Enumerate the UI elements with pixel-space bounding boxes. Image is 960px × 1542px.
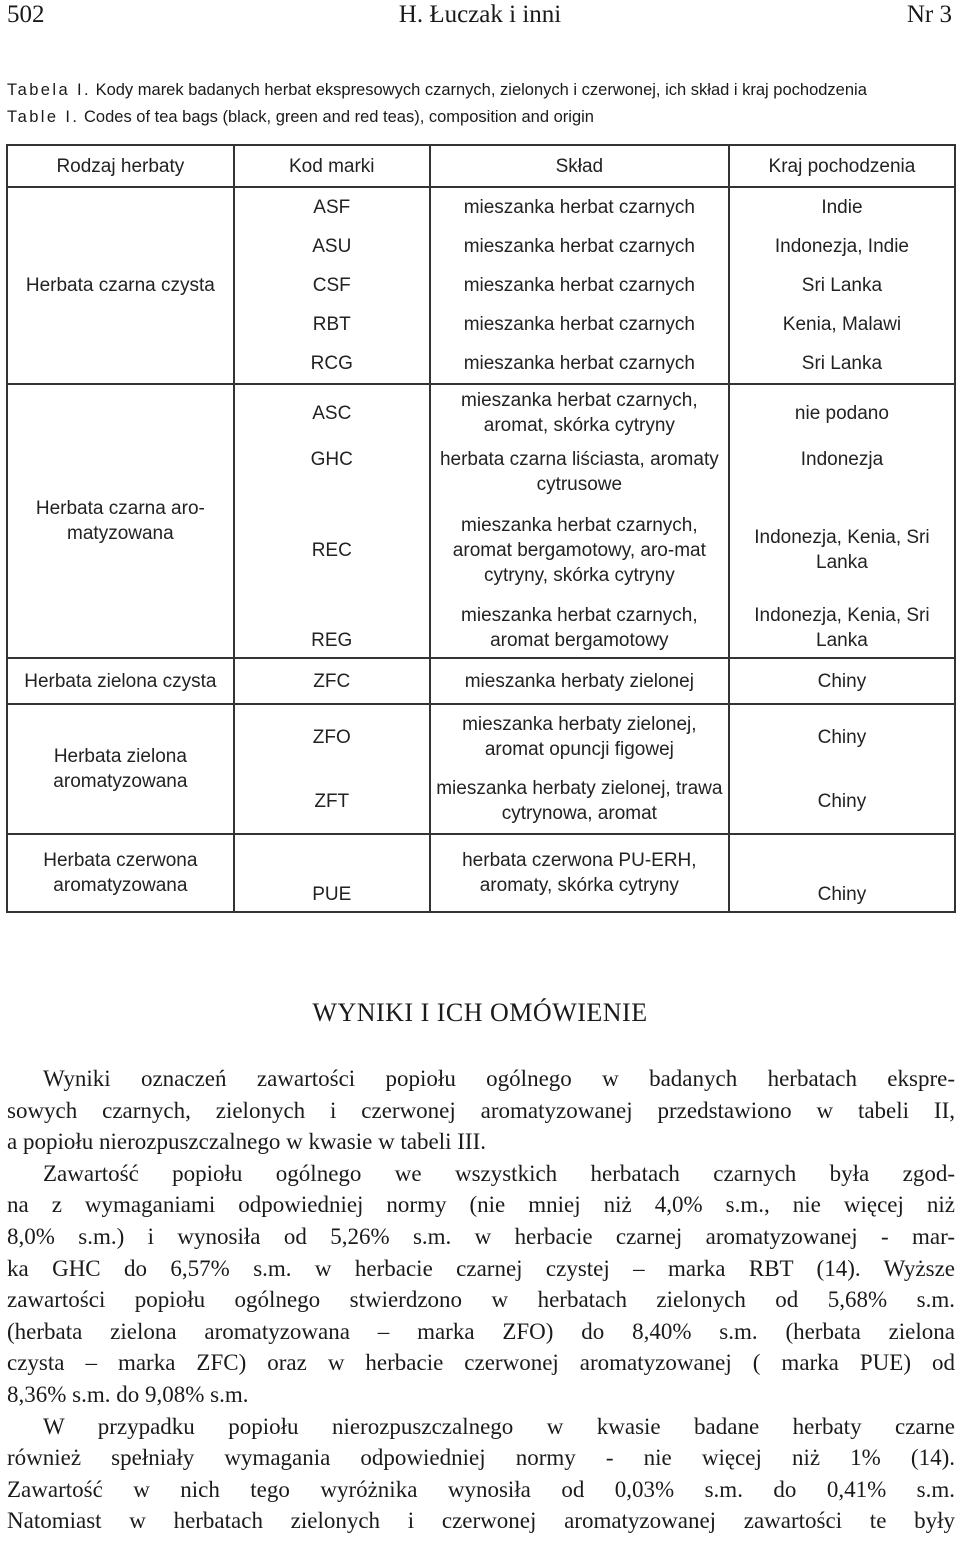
cell-composition: mieszanka herbaty zielonej [430,658,729,704]
caption-text-en: Codes of tea bags (black, green and red teas), composition and origin [84,108,594,126]
cell-code: ZFC [234,658,430,704]
cell-code: REC [234,511,430,589]
page-header [0,0,960,36]
header-origin: Kraj pochodzenia [729,145,955,187]
cell-code: PUE [234,834,430,912]
group-black-pure: Herbata czarna czysta [7,187,234,384]
body-line: a popiołu nierozpuszczalnego w kwasie w tabeli III. [7,1129,486,1155]
cell-composition: mieszanka herbat czarnych [430,187,729,227]
running-title: H. Łuczak i inni [398,1,562,28]
cell-composition: mieszanka herbat czarnych [430,227,729,266]
table-row [7,704,955,769]
cell-origin: Sri Lanka [729,266,955,305]
cell-code: ASF [234,187,430,227]
header-composition: Skład [430,145,729,187]
caption-label-pl: Tabela I. [7,81,91,99]
cell-composition: mieszanka herbaty zielonej, aromat opuncji figowej [430,704,729,769]
body-line: ka GHC do 6,57% s.m. w herbacie czarnej czystej – marka RBT (14). Wyższe [7,1255,955,1281]
body-line: 8,0% s.m.) i wynosiła od 5,26% s.m. w herbacie czarnej aromatyzowanej - mar- [7,1223,955,1249]
cell-composition: herbata czarna liściasta, aromaty cytrusowe [430,441,729,511]
table-header-row [7,145,955,187]
table-row [7,658,955,704]
cell-code: ZFO [234,704,430,769]
cell-composition: herbata czerwona PU-ERH, aromaty, skórka cytryny [430,834,729,912]
body-line: również spełniały wymagania odpowiedniej normy - nie więcej niż 1% (14). [7,1445,955,1471]
cell-code: GHC [234,441,430,511]
page-number: 502 [7,1,45,28]
body-line: Zawartość w nich tego wyróżnika wynosiła od 0,03% s.m. do 0,41% s.m. [7,1476,955,1502]
group-green-pure: Herbata zielona czysta [7,658,234,704]
body-line: Zawartość popiołu ogólnego we wszystkich herbatach czarnych była zgod- [43,1160,955,1186]
cell-origin: Indonezja, Kenia, Sri Lanka [729,511,955,589]
cell-code: REG [234,589,430,658]
cell-origin: Kenia, Malawi [729,305,955,344]
table-caption-pl [7,80,957,100]
table-row [7,834,955,912]
header-brand-code: Kod marki [234,145,430,187]
cell-composition: mieszanka herbat czarnych [430,266,729,305]
section-title: WYNIKI I ICH OMÓWIENIE [312,998,648,1027]
tea-codes-table [6,144,956,913]
cell-code: RBT [234,305,430,344]
table-row [7,384,955,441]
cell-origin: Sri Lanka [729,344,955,384]
group-green-flavoured: Herbata zielona aromatyzowana [7,704,234,834]
body-line: czysta – marka ZFC) oraz w herbacie czerwonej aromatyzowanej ( marka PUE) od [7,1350,955,1376]
body-line: zawartości popiołu ogólnego stwierdzono w herbatach zielonych od 5,68% s.m. [7,1287,955,1313]
table-row [7,187,955,227]
body-line: 8,36% s.m. do 9,08% s.m. [7,1381,249,1407]
cell-composition: mieszanka herbat czarnych [430,344,729,384]
cell-origin: Chiny [729,834,955,912]
group-red-flavoured: Herbata czerwona aromatyzowana [7,834,234,912]
cell-origin: Chiny [729,658,955,704]
cell-code: CSF [234,266,430,305]
header-tea-type: Rodzaj herbaty [7,145,234,187]
cell-code: ASC [234,384,430,441]
group-black-flavoured: Herbata czarna aro-matyzowana [7,384,234,658]
cell-code: ZFT [234,769,430,834]
table-caption-en [7,107,957,127]
body-line: W przypadku popiołu nierozpuszczalnego w kwasie badane herbaty czarne [43,1413,955,1439]
cell-origin: Chiny [729,704,955,769]
body-line: sowych czarnych, zielonych i czerwonej aromatyzowanej przedstawiono w tabeli II, [7,1097,955,1123]
cell-origin: Chiny [729,769,955,834]
body-text [7,1063,955,1537]
caption-text-pl: Kody marek badanych herbat ekspresowych czarnych, zielonych i czerwonej, ich skład i kraj pochodzenia [95,81,867,99]
cell-origin: Indonezja, Kenia, Sri Lanka [729,589,955,658]
issue-number: Nr 3 [906,1,952,28]
cell-code: RCG [234,344,430,384]
caption-label-en: Table I. [7,108,80,126]
cell-composition: mieszanka herbat czarnych [430,305,729,344]
cell-composition: mieszanka herbat czarnych, aromat bergamotowy, aro-mat cytryny, skórka cytryny [430,511,729,589]
cell-composition: mieszanka herbat czarnych, aromat, skórka cytryny [430,384,729,441]
body-line: Wyniki oznaczeń zawartości popiołu ogólnego w badanych herbatach ekspre- [43,1066,955,1091]
cell-origin: nie podano [729,384,955,441]
cell-code: ASU [234,227,430,266]
cell-composition: mieszanka herbat czarnych, aromat bergamotowy [430,589,729,658]
cell-origin: Indonezja, Indie [729,227,955,266]
body-line: Natomiast w herbatach zielonych i czerwonej aromatyzowanej zawartości te były [7,1508,955,1534]
cell-composition: mieszanka herbaty zielonej, trawa cytrynowa, aromat [430,769,729,834]
cell-origin: Indonezja [729,441,955,511]
cell-origin: Indie [729,187,955,227]
body-line: (herbata zielona aromatyzowana – marka ZFO) do 8,40% s.m. (herbata zielona [7,1318,955,1344]
body-line: na z wymaganiami odpowiedniej normy (nie mniej niż 4,0% s.m., nie więcej niż [7,1192,955,1218]
